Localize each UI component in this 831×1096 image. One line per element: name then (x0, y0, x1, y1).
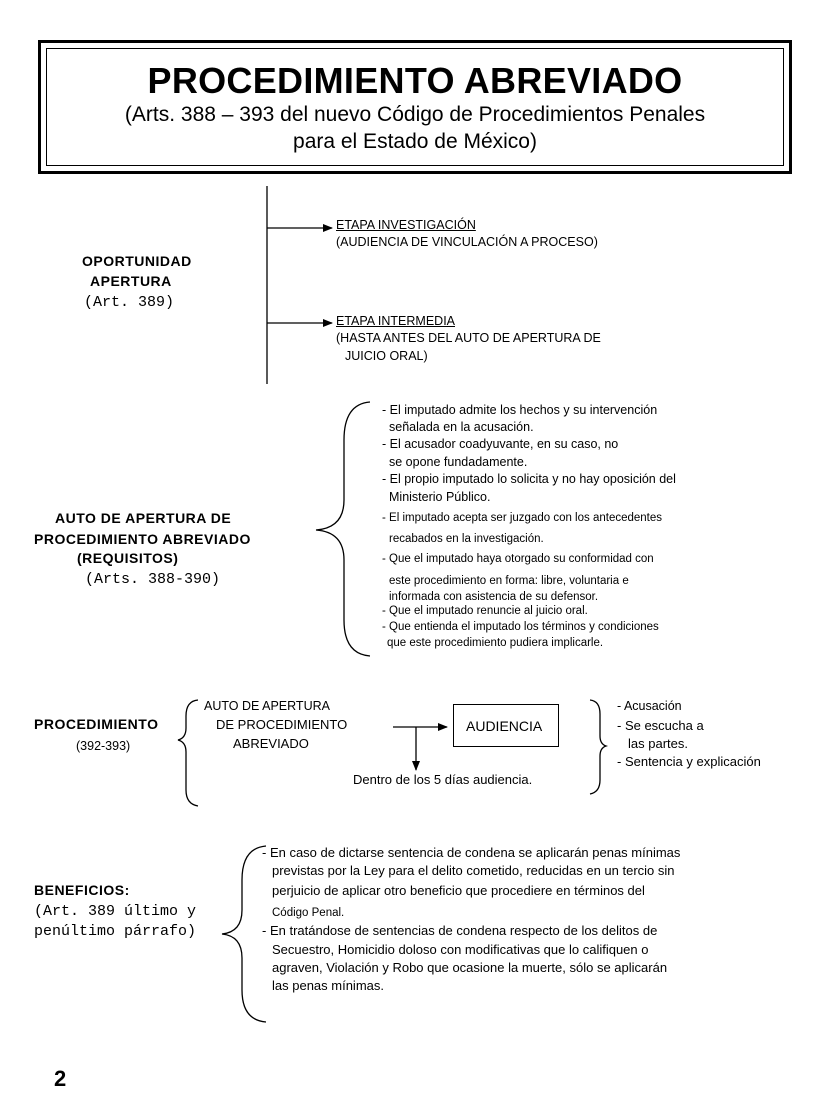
oportunidad-label-line1: OPORTUNIDAD (82, 253, 192, 269)
plazo-audiencia: Dentro de los 5 días audiencia. (353, 772, 533, 787)
step-escucha-line2: las partes. (628, 736, 688, 751)
procedimiento-auto-line3: ABREVIADO (233, 736, 309, 751)
page-subtitle-line2: para el Estado de México) (293, 130, 537, 153)
procedimiento-label: PROCEDIMIENTO (34, 716, 159, 732)
requisito-7-line2: que este procedimiento pudiera implicarle. (387, 637, 604, 649)
beneficios-brace (222, 846, 266, 1022)
page-number: 2 (54, 1066, 67, 1091)
requisito-5-line2: este procedimiento en forma: libre, voluntaria e (389, 575, 629, 587)
oportunidad-article: (Art. 389) (84, 294, 175, 311)
requisito-2-line2: se opone fundadamente. (389, 455, 528, 469)
etapa-intermedia-detail-line2: JUICIO ORAL) (345, 349, 428, 363)
etapa-investigacion-detail: (AUDIENCIA DE VINCULACIÓN A PROCESO) (336, 235, 598, 249)
etapa-intermedia-detail-line1: (HASTA ANTES DEL AUTO DE APERTURA DE (336, 331, 601, 345)
procedimiento-article: (392-393) (76, 739, 131, 753)
auto-label-line2: PROCEDIMIENTO ABREVIADO (34, 531, 251, 547)
beneficios-article-line1: (Art. 389 último y (34, 903, 197, 920)
requisito-1-line1: - El imputado admite los hechos y su intervención (382, 403, 658, 417)
step-sentencia: - Sentencia y explicación (617, 754, 761, 769)
requisito-4-line1: - El imputado acepta ser juzgado con los antecedentes (382, 512, 663, 524)
requisito-1-line2: señalada en la acusación. (389, 420, 534, 434)
requisito-7-line1: - Que entienda el imputado los términos y condiciones (382, 621, 659, 633)
procedimiento-brace (178, 700, 198, 806)
beneficio-2-line2: Secuestro, Homicidio doloso con modificativas que lo califiquen o (272, 942, 649, 957)
beneficios-article-line2: penúltimo párrafo) (34, 923, 197, 940)
page-title: PROCEDIMIENTO ABREVIADO (147, 60, 683, 101)
beneficio-1-line2: previstas por la Ley para el delito cometido, reducidas en un tercio sin (272, 863, 675, 878)
requisito-3-line1: - El propio imputado lo solicita y no hay oposición del (382, 472, 676, 486)
page-subtitle-line1: (Arts. 388 – 393 del nuevo Código de Procedimientos Penales (124, 103, 706, 126)
procedimiento-auto-line1: AUTO DE APERTURA (204, 699, 330, 713)
beneficio-1-line3: perjuicio de aplicar otro beneficio que procediere en términos del (272, 883, 645, 898)
etapa-intermedia-title: ETAPA INTERMEDIA (336, 314, 456, 328)
requisito-6-line1: - Que el imputado renuncie al juicio oral. (382, 605, 588, 617)
auto-article: (Arts. 388-390) (85, 571, 221, 588)
requisito-3-line2: Ministerio Público. (389, 490, 491, 504)
requisito-5-line1: - Que el imputado haya otorgado su conformidad con (382, 553, 654, 565)
requisito-4-line2: recabados en la investigación. (389, 533, 544, 545)
step-acusacion: - Acusación (617, 699, 682, 713)
requisito-2-line1: - El acusador coadyuvante, en su caso, no (382, 437, 619, 451)
requisitos-brace (316, 402, 370, 656)
etapa-investigacion-title: ETAPA INVESTIGACIÓN (336, 218, 476, 232)
auto-label-line1: AUTO DE APERTURA DE (55, 510, 232, 526)
auto-label-line3: (REQUISITOS) (77, 550, 179, 566)
requisito-5-line3: informada con asistencia de su defensor. (389, 591, 599, 603)
step-escucha-line1: - Se escucha a (617, 718, 704, 733)
beneficio-1-line1: - En caso de dictarse sentencia de condena se aplicarán penas mínimas (262, 845, 681, 860)
oportunidad-label-line2: APERTURA (90, 273, 172, 289)
beneficio-1-line4: Código Penal. (272, 907, 345, 919)
beneficios-label: BENEFICIOS: (34, 882, 130, 898)
steps-brace (590, 700, 606, 794)
procedimiento-auto-line2: DE PROCEDIMIENTO (216, 717, 348, 732)
audiencia-box: AUDIENCIA (453, 704, 559, 747)
beneficio-2-line4: las penas mínimas. (272, 978, 384, 993)
beneficio-2-line1: - En tratándose de sentencias de condena respecto de los delitos de (262, 923, 658, 938)
beneficio-2-line3: agraven, Violación y Robo que ocasione la muerte, sólo se aplicarán (272, 960, 668, 975)
